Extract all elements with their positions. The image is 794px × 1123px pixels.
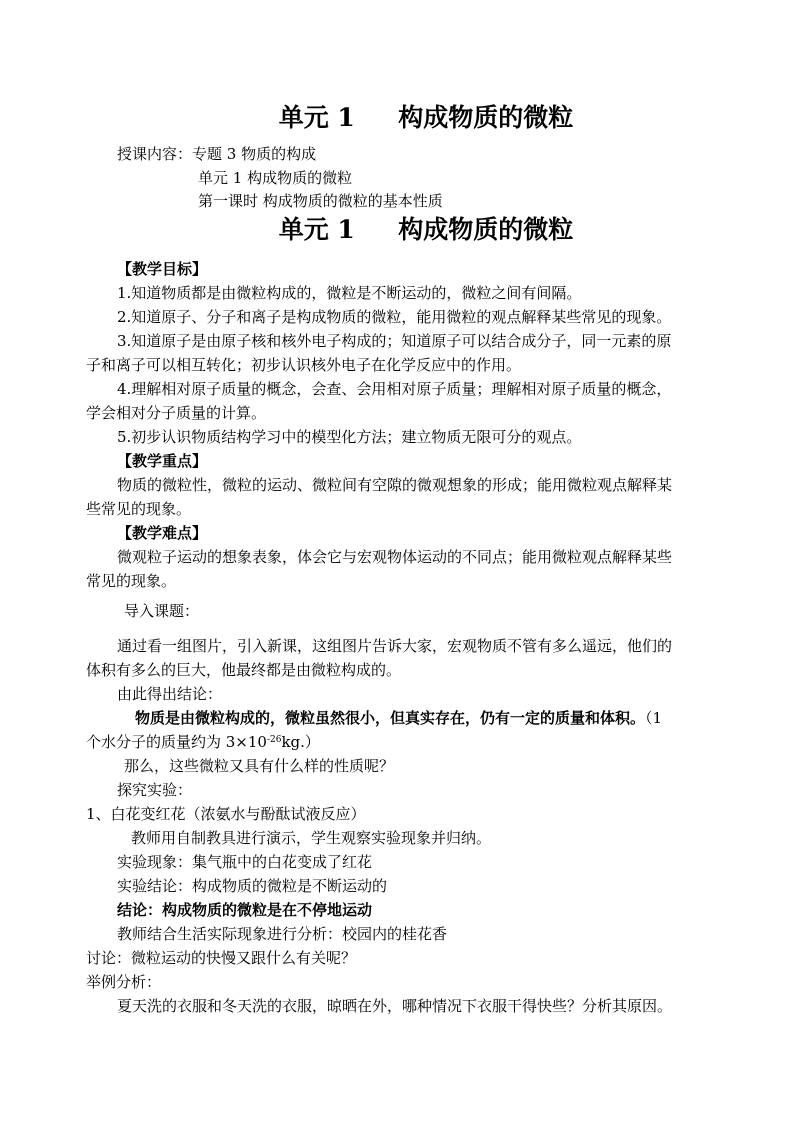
mass-unit: kg.） xyxy=(281,733,320,751)
objectives-heading: 【教学目标】 xyxy=(117,260,208,278)
objective-item: 4.理解相对原子质量的概念，会查、会用相对原子质量；理解相对原子质量的概念， xyxy=(117,380,672,398)
section-title: 单元 1 构成物质的微粒 xyxy=(278,215,574,244)
mass-text: 个水分子的质量约为 3×10 xyxy=(86,733,267,751)
conclusion-bold-text: 物质是由微粒构成的，微粒虽然很小，但真实存在，仍有一定的质量和体积。 xyxy=(135,709,646,727)
example-label: 举例分析： xyxy=(86,973,162,991)
intro-text: 通过看一组图片，引入新课，这组图片告诉大家，宏观物质不管有多么遥远，他们的 xyxy=(117,637,673,655)
objective-item: 2.知道原子、分子和离子是构成物质的微粒，能用微粒的观点解释某些常见的现象。 xyxy=(117,308,672,326)
experiment-analysis: 教师结合生活实际现象进行分析：校园内的桂花香 xyxy=(117,925,448,943)
objective-item-continued: 学会相对分子质量的计算。 xyxy=(86,404,267,422)
difficulties-text: 微观粒子运动的想象表象，体会它与宏观物体运动的不同点；能用微粒观点解释某些 xyxy=(117,548,673,566)
objective-item-continued: 子和离子可以相互转化；初步认识核外电子在化学反应中的作用。 xyxy=(86,356,522,374)
objective-item: 3.知道原子是由原子核和核外电子构成的；知道原子可以结合成分子，同一元素的原 xyxy=(117,332,672,350)
lesson-content-label: 授课内容：专题 3 物质的构成 xyxy=(117,145,317,163)
conclusion-label: 由此得出结论： xyxy=(117,685,223,703)
objective-item: 5.初步认识物质结构学习中的模型化方法；建立物质无限可分的观点。 xyxy=(117,428,582,446)
experiment-item: 1、白花变红花（浓氨水与酚酞试液反应） xyxy=(86,805,366,823)
lesson-unit: 单元 1 构成物质的微粒 xyxy=(198,169,353,187)
key-points-text: 些常见的现象。 xyxy=(86,500,192,518)
conclusion-tail: （1 xyxy=(645,709,663,727)
lesson-period: 第一课时 构成物质的微粒的基本性质 xyxy=(198,192,443,210)
difficulties-heading: 【教学难点】 xyxy=(117,524,208,542)
objective-item: 1.知道物质都是由微粒构成的，微粒是不断运动的，微粒之间有间隔。 xyxy=(117,284,582,302)
difficulties-text: 常见的现象。 xyxy=(86,572,177,590)
experiment-result: 实验结论：构成物质的微粒是不断运动的 xyxy=(117,877,388,895)
experiment-demo: 教师用自制教具进行演示，学生观察实验现象并归纳。 xyxy=(131,829,492,847)
example-text: 夏天洗的衣服和冬天洗的衣服，晾晒在外，哪种情况下衣服干得快些？分析其原因。 xyxy=(117,997,673,1015)
key-points-heading: 【教学重点】 xyxy=(117,452,208,470)
key-points-text: 物质的微粒性，微粒的运动、微粒间有空隙的微观想象的形成；能用微粒观点解释某 xyxy=(117,476,673,494)
experiment-phenomenon: 实验现象：集气瓶中的白花变成了红花 xyxy=(117,853,373,871)
intro-text: 体积有多么的巨大，他最终都是由微粒构成的。 xyxy=(86,661,402,679)
experiment-conclusion: 结论：构成物质的微粒是在不停地运动 xyxy=(117,901,373,919)
discussion-text: 讨论：微粒运动的快慢又跟什么有关呢？ xyxy=(86,949,357,967)
conclusion-statement xyxy=(135,709,662,727)
page-title: 单元 1 构成物质的微粒 xyxy=(278,103,574,132)
question-text: 那么，这些微粒又具有什么样的性质呢？ xyxy=(124,757,395,775)
water-molecule-mass xyxy=(86,733,320,751)
experiment-heading: 探究实验： xyxy=(117,781,193,799)
intro-heading: 导入课题： xyxy=(124,602,200,620)
mass-exponent: -26 xyxy=(266,735,282,745)
